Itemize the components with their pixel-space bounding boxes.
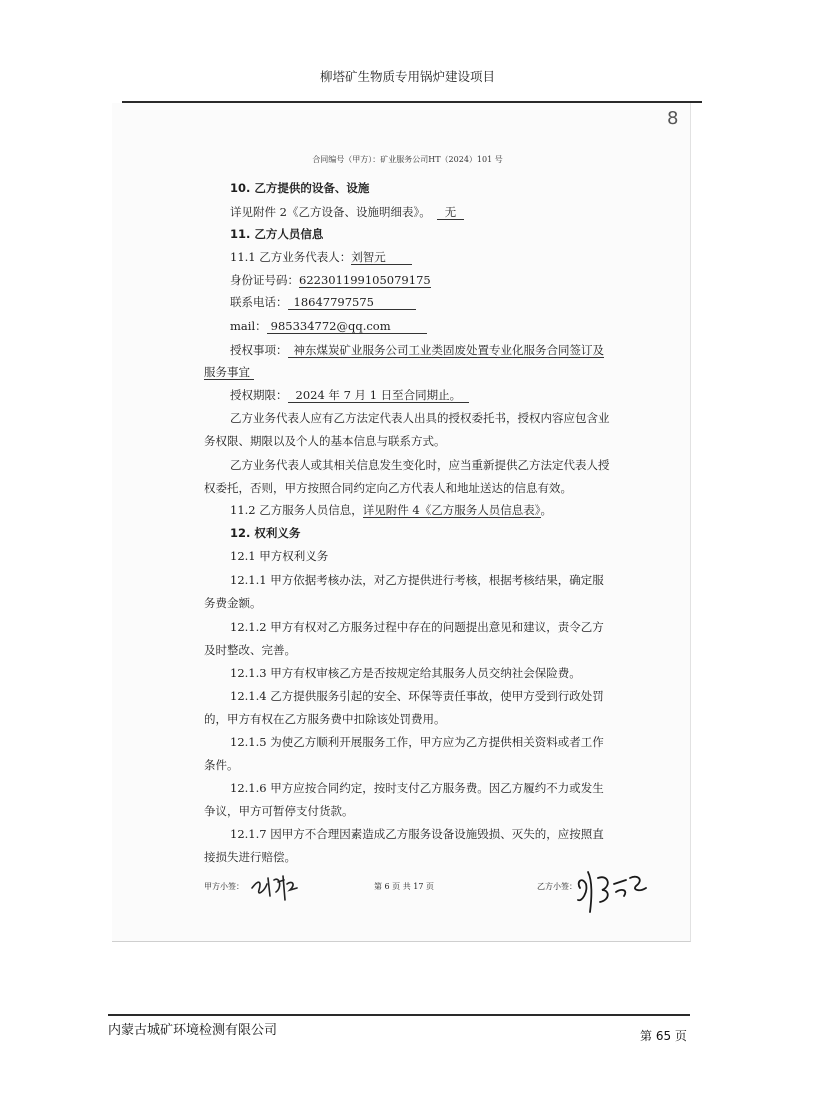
filled-value: 985334772@qq.com <box>267 319 427 334</box>
footer-divider <box>108 1014 690 1016</box>
field-label: 授权事项： <box>230 343 288 357</box>
field-label: 联系电话： <box>230 295 288 309</box>
field-label: 身份证号码： <box>230 273 299 287</box>
text-line: 权委托，否则，甲方按照合同约定向乙方代表人和地址送达的信息有效。 <box>204 481 572 495</box>
contract-number: 合同编号（甲方）：矿业服务公司HT（2024）101 号 <box>312 155 503 164</box>
handwritten-page-mark: 8 <box>667 108 679 129</box>
text-line: 条件。 <box>204 758 239 772</box>
text-line: 务权限、期限以及个人的基本信息与联系方式。 <box>204 434 446 448</box>
text-line: 12.1.2 甲方有权对乙方服务过程中存在的问题提出意见和建议，责令乙方 <box>230 620 604 634</box>
section-heading-10: 10. 乙方提供的设备、设施 <box>230 181 370 195</box>
text-line <box>230 294 416 310</box>
section-heading-12: 12. 权利义务 <box>230 526 301 540</box>
filled-value: 神东煤炭矿业服务公司工业类固废处置专业化服务合同签订及 <box>288 343 605 358</box>
filled-value: 无 <box>437 205 465 220</box>
subsection-heading: 12.1 甲方权利义务 <box>230 549 329 563</box>
party-a-signature <box>250 866 300 906</box>
text-line-part: 详见附件 2《乙方设备、设施明细表》。 <box>230 205 431 219</box>
filled-value: 刘智元 <box>351 250 412 265</box>
text-line <box>230 272 431 288</box>
filled-value: 服务事宜 <box>204 365 254 380</box>
text-line: 12.1.5 为使乙方顺利开展服务工作，甲方应为乙方提供相关资料或者工作 <box>230 735 604 749</box>
field-label: 授权期限： <box>230 388 288 402</box>
text-line: 12.1.1 甲方依据考核办法，对乙方提供进行考核，根据考核结果，确定服 <box>230 573 604 587</box>
party-b-signature <box>574 862 648 918</box>
document-header-title: 柳塔矿生物质专用锅炉建设项目 <box>319 69 495 84</box>
field-label: 11.1 乙方业务代表人： <box>230 250 352 264</box>
text-line <box>230 502 552 518</box>
contract-page-info: 第 6 页 共 17 页 <box>374 882 434 891</box>
text-line-part: 。 <box>540 503 552 517</box>
text-line <box>230 318 427 334</box>
party-a-initial-label: 甲方小签： <box>204 882 244 891</box>
filled-value: 2024 年 7 月 1 日至合同期止。 <box>288 388 470 403</box>
text-line: 的，甲方有权在乙方服务费中扣除该处罚费用。 <box>204 712 446 726</box>
text-line: 12.1.7 因甲方不合理因素造成乙方服务设备设施毁损、灭失的，应按照直 <box>230 827 604 841</box>
text-line <box>230 387 469 403</box>
scanned-contract-page <box>112 103 691 942</box>
report-page-number: 第 65 页 <box>640 1029 687 1043</box>
text-line <box>204 364 254 380</box>
text-line: 务费金额。 <box>204 596 262 610</box>
company-name: 内蒙古城矿环境检测有限公司 <box>108 1023 278 1038</box>
text-line <box>230 249 412 265</box>
text-line <box>230 342 604 358</box>
text-line: 接损失进行赔偿。 <box>204 850 296 864</box>
party-b-initial-label: 乙方小签： <box>537 882 577 891</box>
section-heading-11: 11. 乙方人员信息 <box>230 227 324 241</box>
text-line-part: 11.2 乙方服务人员信息， <box>230 503 363 517</box>
text-line: 12.1.3 甲方有权审核乙方是否按规定给其服务人员交纳社会保险费。 <box>230 666 581 680</box>
text-line: 争议，甲方可暂停支付货款。 <box>204 804 354 818</box>
text-line: 及时整改、完善。 <box>204 643 296 657</box>
text-line: 12.1.4 乙方提供服务引起的安全、环保等责任事故，使甲方受到行政处罚 <box>230 689 604 703</box>
filled-value: 详见附件 4《乙方服务人员信息表》 <box>362 503 541 517</box>
text-line <box>230 204 464 220</box>
text-line: 12.1.6 甲方应按合同约定，按时支付乙方服务费。因乙方履约不力或发生 <box>230 781 604 795</box>
text-line: 乙方业务代表人或其相关信息发生变化时，应当重新提供乙方法定代表人授 <box>230 458 610 472</box>
filled-value: 622301199105079175 <box>299 273 431 287</box>
text-line: 乙方业务代表人应有乙方法定代表人出具的授权委托书，授权内容应包含业 <box>230 411 610 425</box>
filled-value: 18647797575 <box>288 295 416 310</box>
field-label: mail： <box>230 319 267 333</box>
